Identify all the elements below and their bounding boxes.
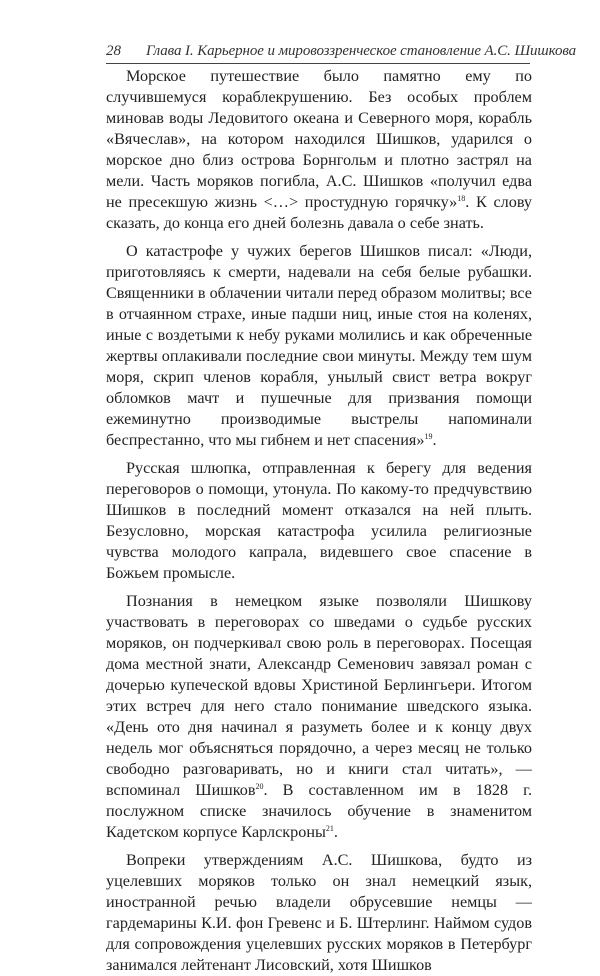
paragraph-2-text: О катастрофе у чужих берегов Шишков писал: «Люди, приготовляясь к смерти, надевали на себя белые рубашки. Священники в облачении читали перед образом молитвы; все в отчаянном страхе, иные падши ниц, иные стоя на коленях, иные с воздетыми к небу руками молились и как обреченные жертвы оплакивали последние свои минуты. Между тем шум моря, скрип членов корабля, унылый свист ветра вокруг обломков мачт и пушечные для призвания помощи ежеминутно производимые выстрелы напоминали беспрестанно, что мы гибнем и нет спасения» [106, 241, 532, 450]
paragraph-1-text: Морское путешествие было памятно ему по случившемуся кораблекрушению. Без особых проблем миновав воды Ледовитого океана и Северного моря, корабль «Вячеслав», на котором находился Шишков, ударился о морское дно близ острова Борнгольм и плотно застрял на мели. Часть моряков погибла, А.С. Шишков «получил едва не пресекшую жизнь <…> простудную горячку» [106, 67, 532, 212]
paragraph-1-tail: . К слову сказать, до конца его дней болезнь давала о себе знать. [106, 193, 533, 233]
paragraph-3-text: Русская шлюпка, отправленная к берегу для ведения переговоров о помощи, утонула. По какому-то предчувствию Шишков в последний момент отказался на ней плыть. Безусловно, морская катастрофа усилила религиозные чувства молодого капрала, видевшего свое спасение в Божьем промысле. [106, 458, 532, 583]
paragraph-4-tail: . В составленном им в 1828 г. послужном списке значилось обучение в знаменитом Кадетском корпусе Карлскроны [106, 781, 532, 842]
paragraph-5-text: Вопреки утверждениям А.С. Шишкова, будто из уцелевших моряков только он знал немецкий язык, иностранной речью владели обрусевшие немцы — гардемарины К.И. фон Гревенс и Б. Штерлинг. Наймом судов для сопровождения уцелевших русских моряков в Петербург занимался лейтенант Лисовский, хотя Шишков [106, 850, 532, 974]
paragraph-5 [106, 850, 532, 976]
header-rule [106, 63, 530, 64]
page-number: 28 [106, 43, 121, 59]
paragraph-4-text: Познания в немецком языке позволяли Шишкову участвовать в переговорах со шведами о судьбе русских моряков, он подчеркивал свою роль в переговорах. Посещая дома местной знати, Александр Семенович завязал роман с дочерью купеческой вдовы Христиной Берлингьери. Итогом этих встреч для него стало понимание шведского языка. «День ото дня начинал я разуметь более и к концу двух недель мог объясняться порядочно, а через месяц не только свободно разговаривать, но и книги стал читать», — вспоминал Шишков [106, 591, 532, 800]
running-head [106, 41, 577, 61]
footnote-ref-21: 21 [325, 824, 334, 834]
paragraph-2 [106, 241, 532, 451]
footnote-ref-19: 19 [424, 432, 433, 442]
footnote-ref-20: 20 [255, 782, 264, 792]
paragraph-1 [106, 66, 532, 234]
footnote-ref-18: 18 [457, 194, 466, 204]
paragraph-2-tail: . [432, 431, 437, 450]
body-text [106, 66, 532, 976]
chapter-title: Глава I. Карьерное и мировоззренческое становление А.С. Шишкова [146, 43, 577, 59]
paragraph-4-tail-2: . [333, 823, 338, 842]
paragraph-4 [106, 591, 532, 844]
paragraph-3 [106, 458, 532, 584]
